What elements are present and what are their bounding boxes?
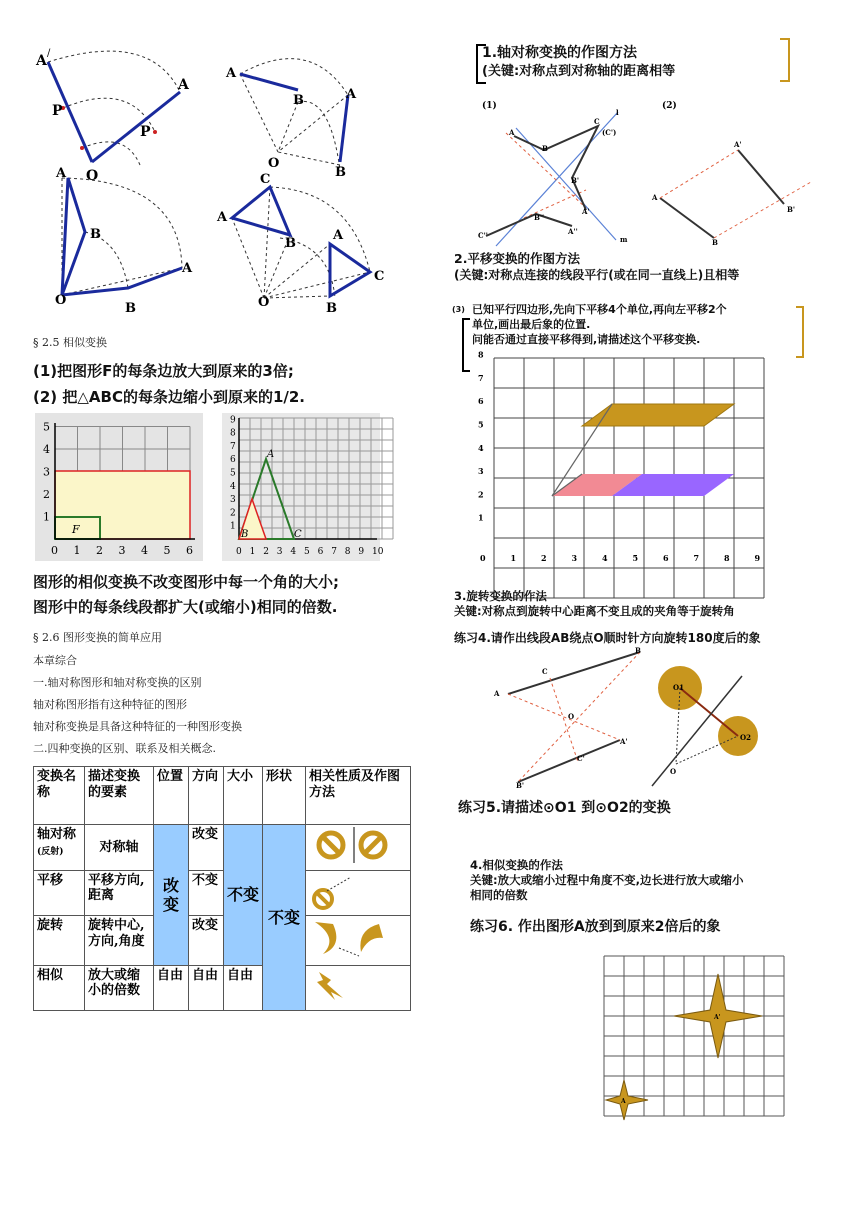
heading-rotation: 3.旋转变换的作法 <box>454 589 547 603</box>
section-2-6-heading: § 2.6 图形变换的简单应用 <box>33 631 162 644</box>
grid3-x-tick: 1 <box>510 553 517 563</box>
grid1-x-tick: 4 <box>141 544 148 557</box>
pt2-b: B <box>712 238 718 247</box>
grid2-x-tick: 9 <box>358 547 365 557</box>
label-a-prime: A <box>36 53 47 69</box>
grid1-x-tick: 2 <box>96 544 103 557</box>
heading-translation-key: (关键:对称点连接的线段平行(或在同一直线上)且相等 <box>454 268 740 282</box>
label-a-2: A <box>346 87 357 102</box>
row-desc: 旋转中心,方向,角度 <box>85 916 154 966</box>
grid1-x-tick: 6 <box>186 544 193 557</box>
pt-c-prime: (C') <box>602 128 617 137</box>
grid2-x-tick: 8 <box>344 547 351 557</box>
similar-icon-cell <box>306 965 411 1011</box>
grid3-x-tick: 8 <box>724 553 730 563</box>
exercise-6-text: 练习6. 作出图形A放到到原来2倍后的象 <box>470 919 721 935</box>
pt-c: C <box>594 117 600 126</box>
pt-c-dprime: C'' <box>478 231 488 240</box>
grid1-y-tick: 1 <box>43 510 50 524</box>
heading-similarity-key: 关键:放大或缩小过程中角度不变,边长进行放大或缩小 <box>470 873 744 887</box>
ex4-o: O <box>568 712 575 721</box>
pt-a: A <box>509 128 515 137</box>
label-c-prime-4: C <box>260 172 271 187</box>
grid2-x-tick: 2 <box>263 547 269 557</box>
rotate-icon-cell <box>306 916 411 966</box>
label-b-prime-4: B <box>285 236 296 251</box>
heading-similarity: 4.相似变换的作法 <box>470 858 563 872</box>
grid1-y-tick: 2 <box>43 488 50 501</box>
header-size: 大小 <box>224 767 263 825</box>
b-label: B <box>241 529 249 540</box>
label-c-4: C <box>374 269 385 284</box>
row-dir: 自由 <box>189 965 224 1011</box>
grid3-x-tick: 0 <box>480 553 486 563</box>
table-row <box>34 870 411 916</box>
row-dir: 改变 <box>189 916 224 966</box>
grid3-x-tick: 5 <box>632 553 639 563</box>
o1-label: O1 <box>673 683 684 692</box>
grid2-y-tick: 7 <box>230 441 236 452</box>
rotation-figures <box>30 40 410 315</box>
pt-b-prime: B' <box>571 176 580 185</box>
table-row <box>34 916 411 966</box>
exercise-5-text: 练习5.请描述⊙O1 到⊙O2的变换 <box>458 800 671 816</box>
grid1-y-tick: 4 <box>43 443 50 456</box>
a-label: A <box>267 449 275 460</box>
grid2-x-tick: 3 <box>276 547 283 557</box>
star-small-label: A <box>621 1098 626 1105</box>
star-grid <box>604 954 786 1122</box>
crescent-icon <box>309 918 389 958</box>
translate-icon-cell <box>306 870 411 916</box>
grid3-x-tick: 6 <box>663 553 669 563</box>
header-shape: 形状 <box>263 767 306 825</box>
table-row <box>34 965 411 1011</box>
difference-line-1: 轴对称图形指有这种特征的图形 <box>33 698 187 711</box>
heading-rotation-key: 关键:对称点到旋转中心距离不变且成的夹角等于旋转角 <box>454 604 735 618</box>
position-merged-cell: 改变 <box>154 825 189 966</box>
header-name: 变换名称 <box>34 767 85 825</box>
o2-label: O2 <box>740 733 751 742</box>
pt-b-dprime: B'' <box>534 213 545 222</box>
reflection-icon-cell <box>306 825 411 871</box>
line-l: l <box>616 108 619 117</box>
lightning-icon <box>309 968 369 1004</box>
grid2-y-tick: 8 <box>230 428 236 439</box>
fig1-label: (1) <box>482 101 497 111</box>
grid1-x-tick: 1 <box>73 544 81 557</box>
label-b-4: B <box>326 301 337 316</box>
exercise-4-text: 练习4.请作出线段AB绕点O顺时针方向旋转180度后的象 <box>454 631 761 645</box>
row-desc: 对称轴 <box>85 825 154 871</box>
grid3-y-tick: 5 <box>478 419 484 430</box>
grid3-y-tick: 7 <box>478 372 484 383</box>
row-name: 轴对称 <box>37 827 77 842</box>
label-p: P <box>140 124 151 140</box>
bracket-left-2 <box>462 318 470 372</box>
label-a-prime-4: A <box>217 210 228 225</box>
pt2-a: A <box>652 193 658 202</box>
label-b-3: B <box>125 301 136 316</box>
grid1-x-tick: 5 <box>163 544 171 557</box>
f-label: F <box>72 523 80 536</box>
grid2-y-tick: 6 <box>230 455 236 466</box>
reflection-figures <box>476 98 816 246</box>
grid2-x-tick: 7 <box>331 547 337 557</box>
heading-reflection-key: (关键:对称点到对称轴的距离相等 <box>482 64 676 79</box>
ex4-a: A <box>494 689 500 698</box>
header-position: 位置 <box>154 767 189 825</box>
grid2-x-tick: 5 <box>304 547 310 557</box>
header-elements: 描述变换的要素 <box>85 767 154 825</box>
label-b-2: B <box>335 165 346 180</box>
label-p-prime: P <box>52 103 63 119</box>
grid2-x-tick: 1 <box>249 547 256 557</box>
bracket-right-2 <box>796 306 804 358</box>
row-name: 相似 <box>34 965 85 1011</box>
table-row <box>34 825 411 871</box>
summary-line-1: 图形的相似变换不改变图形中每一个角的大小; <box>33 573 340 591</box>
row-name-sub: (反射) <box>37 846 64 857</box>
row-desc: 平移方向,距离 <box>85 870 154 916</box>
pt-b: B <box>542 144 548 153</box>
label-a-4: A <box>333 228 344 243</box>
ex4-b: B <box>635 646 641 655</box>
label-a-prime-2: A <box>226 66 237 81</box>
label-a: A <box>178 77 189 93</box>
grid3-x-tick: 9 <box>754 553 761 563</box>
fig2-label: (2) <box>662 101 677 111</box>
o-small-label: O <box>670 767 677 776</box>
grid1-y-tick: 5 <box>43 420 50 434</box>
rotation-exercise-figures <box>480 648 820 794</box>
label-o-3: O <box>55 293 67 308</box>
grid-figure-abc <box>222 413 384 561</box>
grid2-x-tick: 0 <box>236 547 242 557</box>
difference-heading: 一.轴对称图形和轴对称变换的区别 <box>33 676 202 689</box>
row-name: 平移 <box>34 870 85 916</box>
row-dir: 不变 <box>189 870 224 916</box>
line-m: m <box>620 235 628 244</box>
grid2-y-tick: 2 <box>230 508 236 519</box>
grid3-y-tick: 2 <box>478 489 484 500</box>
translate-arrow-icon <box>309 873 369 909</box>
grid3-x-tick: 4 <box>602 553 608 563</box>
problem-3-label: (3) <box>452 305 465 314</box>
header-direction: 方向 <box>189 767 224 825</box>
label-o-4: O <box>258 295 270 310</box>
grid3-x-tick: 3 <box>571 553 578 563</box>
pt2-b-prime: B' <box>787 205 796 214</box>
grid2-y-tick: 5 <box>230 468 236 479</box>
row-name: 旋转 <box>34 916 85 966</box>
row-pos: 自由 <box>154 965 189 1011</box>
grid1-y-tick: 3 <box>43 465 50 479</box>
problem-3-line-2: 单位,画出最后象的位置. <box>472 318 591 331</box>
ex4-c-prime: C' <box>577 754 585 763</box>
grid2-y-tick: 9 <box>230 415 236 426</box>
row-dir: 改变 <box>189 825 224 871</box>
size-merged-cell: 不变 <box>224 825 263 966</box>
label-o: O <box>86 168 99 184</box>
grid2-x-tick: 10 <box>372 547 384 557</box>
label-a-3: A <box>182 261 193 276</box>
grid2-y-tick: 1 <box>230 521 236 532</box>
heading-similarity-key-2: 相同的倍数 <box>470 888 528 902</box>
grid3-y-tick: 3 <box>478 466 484 477</box>
label-b-prime-2: B <box>293 93 304 108</box>
difference-line-2: 轴对称变换是具备这种特征的一种图形变换 <box>33 720 242 733</box>
grid3-y-tick: 6 <box>478 396 484 407</box>
grid3-y-tick: 4 <box>478 442 484 453</box>
grid1-x-tick: 0 <box>51 544 58 557</box>
grid1-x-tick: 3 <box>118 544 126 557</box>
row-desc: 放大或缩小的倍数 <box>85 965 154 1011</box>
no-sign-icon <box>309 827 389 863</box>
grid2-x-tick: 6 <box>317 547 324 557</box>
heading-reflection: 1.轴对称变换的作图方法 <box>482 45 638 61</box>
grid2-y-tick: 4 <box>230 481 236 492</box>
heading-translation: 2.平移变换的作图方法 <box>454 251 580 266</box>
label-a-prime-3: A <box>56 166 67 181</box>
grid2-y-tick: 3 <box>230 495 236 506</box>
grid3-y-tick: 8 <box>478 349 484 360</box>
ex4-a-prime: A' <box>620 737 628 746</box>
section-2-5-heading: § 2.5 相似变换 <box>33 336 107 349</box>
problem-3-line-1: 已知平行四边形,先向下平移4个单位,再向左平移2个 <box>472 303 727 316</box>
task-2-text: (2) 把△ABC的每条边缩小到原来的1/2. <box>33 388 306 406</box>
grid-figure-f <box>35 413 203 561</box>
prime-mark: / <box>47 48 51 59</box>
grid3-x-tick: 2 <box>541 553 547 563</box>
task-1-text: (1)把图形F的每条边放大到原来的3倍; <box>33 362 294 380</box>
pt-a-dprime: A'' <box>568 227 578 236</box>
header-properties: 相关性质及作图方法 <box>306 767 411 825</box>
four-transforms-heading: 二.四种变换的区别、联系及相关概念. <box>33 742 216 755</box>
row-size: 自由 <box>224 965 263 1011</box>
label-b-prime-3: B <box>90 227 101 242</box>
summary-line-2: 图形中的每条线段都扩大(或缩小)相同的倍数. <box>33 598 338 616</box>
pt-a-prime: A' <box>582 207 590 216</box>
grid2-x-tick: 4 <box>290 547 297 557</box>
problem-3-line-3: 问能否通过直接平移得到,请描述这个平移变换. <box>472 333 701 346</box>
grid3-y-tick: 1 <box>478 512 484 523</box>
label-o-2: O <box>268 156 280 171</box>
ex4-c: C <box>542 667 548 676</box>
chapter-summary-label: 本章综合 <box>33 654 77 667</box>
c-label: C <box>294 529 302 540</box>
star-big-label: A' <box>714 1014 721 1021</box>
translation-grid <box>472 349 772 566</box>
shape-merged-cell: 不变 <box>263 825 306 1011</box>
transform-table <box>33 766 411 1011</box>
pt2-a-prime: A' <box>734 140 742 149</box>
grid3-x-tick: 7 <box>693 553 700 563</box>
bracket-right-1 <box>780 38 790 82</box>
ex4-b-prime: B' <box>516 781 525 790</box>
